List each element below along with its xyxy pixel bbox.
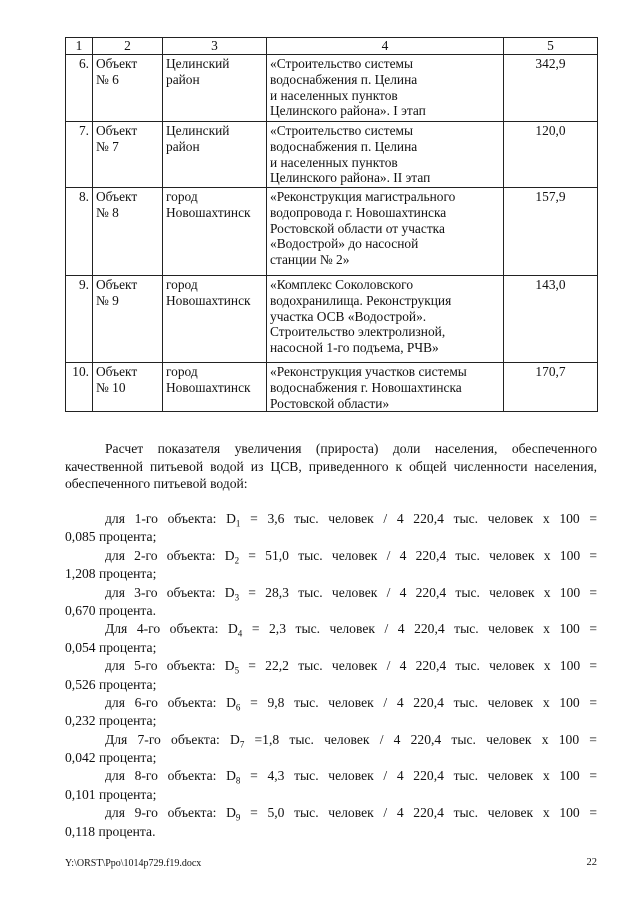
- calc-end-eq: =: [589, 768, 597, 784]
- value-cell: 120,0: [504, 122, 598, 188]
- calc-letter: D: [224, 658, 235, 674]
- calc-eq: =: [248, 584, 256, 600]
- header-cell: 3: [163, 38, 267, 55]
- calc-unit: тыс. человек: [454, 621, 534, 637]
- description-cell: [267, 122, 504, 188]
- calc-end-eq: =: [589, 621, 597, 637]
- calc-value: 3,6: [267, 511, 285, 526]
- cell-line: «Комплекс Соколовского: [270, 277, 414, 292]
- calc-total: 4 220,4: [399, 547, 447, 563]
- calc-total: 4 220,4: [397, 621, 445, 637]
- description-cell: [267, 363, 504, 412]
- calc-subscript: 2: [234, 555, 240, 566]
- calc-end-eq: =: [589, 547, 597, 563]
- calc-total: 4 220,4: [399, 584, 447, 600]
- calc-slash: /: [383, 511, 388, 526]
- row-number: 8.: [66, 188, 93, 276]
- calc-unit: тыс. человек: [455, 584, 535, 600]
- description-cell: [267, 276, 504, 363]
- calc-times: х: [543, 621, 550, 637]
- calc-letter: D: [227, 621, 238, 637]
- calc-total: 4 220,4: [396, 805, 444, 821]
- calc-prefix: для 6-го объекта:: [105, 694, 217, 710]
- calc-times: х: [542, 768, 550, 784]
- calc-variable: [226, 694, 241, 713]
- calc-total: 4 220,4: [399, 658, 447, 674]
- page-number: 22: [586, 857, 597, 868]
- location-cell: [163, 55, 267, 122]
- calc-eq: =: [250, 768, 258, 784]
- calc-unit: тыс. человек: [294, 768, 374, 784]
- calc-letter: D: [226, 511, 236, 526]
- calc-hundred: 100: [559, 805, 580, 821]
- value-cell: 157,9: [504, 188, 598, 276]
- calculation-line: [65, 510, 597, 528]
- calc-eq: =1,8: [254, 731, 280, 747]
- cell-line: «Водострой» до насосной: [270, 236, 419, 252]
- calc-subscript: 6: [235, 702, 241, 713]
- calculation-result: 0,118 процента.: [65, 823, 156, 839]
- calc-times: х: [543, 658, 551, 674]
- calc-prefix: Для 4-го объекта:: [105, 621, 219, 637]
- cell-line: участка ОСВ «Водострой».: [270, 308, 427, 324]
- calc-end-eq: =: [589, 805, 597, 821]
- calculation-result: 0,670 процента.: [65, 602, 156, 618]
- calc-slash: /: [384, 621, 389, 637]
- calc-hundred: 100: [559, 768, 580, 784]
- calc-eq: =: [250, 694, 258, 710]
- calc-slash: /: [379, 731, 384, 747]
- table-header-row: [66, 38, 598, 55]
- calc-prefix: для 2-го объекта:: [105, 547, 216, 563]
- calc-times: х: [542, 805, 550, 821]
- calc-slash: /: [386, 547, 391, 563]
- calculation-list: [65, 510, 597, 841]
- calc-total: 4 220,4: [393, 731, 442, 747]
- calc-value: 22,2: [265, 658, 289, 674]
- cell-line: Объект: [96, 56, 138, 71]
- object-cell: [93, 363, 163, 412]
- calc-variable: [226, 805, 241, 823]
- calc-subscript: 3: [234, 592, 240, 602]
- cell-line: город: [166, 277, 198, 292]
- calc-value: 4,3: [267, 768, 285, 784]
- calc-hundred: 100: [559, 584, 581, 600]
- calc-end-eq: =: [589, 694, 597, 710]
- calc-hundred: 100: [558, 731, 580, 747]
- cell-line: водопровода г. Новошахтинска: [270, 204, 447, 220]
- calc-total: 4 220,4: [396, 768, 444, 784]
- cell-line: город: [166, 189, 198, 204]
- calculation-line: [65, 767, 597, 785]
- description-cell: [267, 188, 504, 276]
- calc-prefix: для 9-го объекта:: [105, 805, 217, 821]
- calculation-result: 0,042 процента;: [65, 750, 157, 766]
- table-row: [66, 276, 598, 363]
- calc-times: х: [543, 547, 551, 563]
- cell-line: и населенных пунктов: [270, 154, 398, 170]
- calc-prefix: для 5-го объекта:: [105, 658, 216, 674]
- cell-line: № 10: [96, 379, 126, 395]
- footer-file-path: Y:\ORST\Ppo\1014p729.f19.docx: [65, 858, 202, 869]
- header-cell: 1: [66, 38, 93, 55]
- row-number: 6.: [66, 55, 93, 122]
- calc-variable: [226, 511, 241, 529]
- calc-variable: [230, 731, 245, 750]
- cell-line: Новошахтинск: [166, 379, 251, 395]
- cell-line: водоснабжения п. Целина: [270, 138, 418, 154]
- cell-line: Целинский: [166, 56, 230, 71]
- calc-unit: тыс. человек: [455, 547, 535, 563]
- location-cell: [163, 122, 267, 188]
- row-number: 7.: [66, 122, 93, 188]
- calc-variable: [225, 585, 239, 600]
- header-cell: 2: [93, 38, 163, 55]
- calculation-line: [65, 547, 597, 565]
- calculation-line: [65, 620, 597, 638]
- cell-line: «Строительство системы: [270, 123, 413, 138]
- cell-line: станции № 2»: [270, 252, 350, 268]
- cell-line: Объект: [96, 123, 138, 138]
- calc-times: х: [542, 511, 550, 526]
- table-row: [66, 188, 598, 276]
- cell-line: Объект: [96, 189, 138, 204]
- cell-line: Целинского района». II этап: [270, 170, 431, 186]
- value-cell: 143,0: [504, 276, 598, 363]
- calc-total: 4 220,4: [396, 694, 444, 710]
- calc-unit: тыс. человек: [455, 658, 535, 674]
- calc-hundred: 100: [559, 511, 580, 526]
- calc-value: 9,8: [267, 694, 285, 710]
- cell-line: Строительство электролизной,: [270, 324, 446, 340]
- cell-line: Объект: [96, 277, 138, 292]
- calc-unit: тыс. человек: [294, 694, 374, 710]
- calculation-result: 0,085 процента;: [65, 529, 157, 545]
- calc-value: 5,0: [267, 805, 285, 821]
- calc-hundred: 100: [559, 621, 580, 637]
- cell-line: № 9: [96, 292, 119, 308]
- calc-slash: /: [386, 584, 391, 600]
- calc-unit: тыс. человек: [453, 805, 534, 821]
- calc-prefix: для 8-го объекта:: [105, 768, 217, 784]
- calc-times: х: [542, 694, 550, 710]
- cell-line: № 8: [96, 204, 119, 220]
- calc-variable: [227, 621, 243, 639]
- calc-letter: D: [226, 768, 236, 784]
- calculation-result: 0,101 процента;: [65, 786, 157, 802]
- location-cell: [163, 276, 267, 363]
- calc-prefix: Для 7-го объекта:: [105, 731, 220, 747]
- calc-subscript: 1: [235, 518, 241, 529]
- calc-eq: =: [250, 511, 258, 526]
- calc-slash: /: [386, 658, 391, 674]
- calc-hundred: 100: [559, 547, 581, 563]
- calc-prefix: для 3-го объекта:: [105, 584, 216, 600]
- cell-line: № 6: [96, 71, 119, 87]
- value-cell: 342,9: [504, 55, 598, 122]
- calculation-line: [65, 584, 597, 602]
- calc-eq: =: [250, 805, 258, 821]
- calc-slash: /: [383, 805, 388, 821]
- object-cell: [93, 55, 163, 122]
- calc-subscript: 9: [235, 812, 241, 823]
- cell-line: район: [166, 71, 200, 87]
- cell-line: водоснабжения г. Новошахтинска: [270, 379, 462, 395]
- calc-letter: D: [224, 547, 235, 563]
- calc-letter: D: [226, 694, 236, 710]
- cell-line: Новошахтинск: [166, 204, 251, 220]
- cell-line: Целинский: [166, 123, 230, 138]
- location-cell: [163, 363, 267, 412]
- cell-line: Новошахтинск: [166, 292, 251, 308]
- calc-times: х: [541, 731, 549, 747]
- objects-table: [65, 37, 598, 412]
- calc-prefix: для 1-го объекта:: [105, 511, 217, 526]
- calc-eq: =: [248, 658, 256, 674]
- table-row: [66, 122, 598, 188]
- calc-subscript: 5: [234, 665, 240, 676]
- cell-line: и населенных пунктов: [270, 87, 398, 103]
- calculation-line: [65, 694, 597, 712]
- calculation-line: [65, 804, 597, 822]
- calc-unit: тыс. человек: [453, 768, 534, 784]
- cell-line: город: [166, 364, 198, 379]
- calc-letter: D: [226, 805, 236, 821]
- cell-line: насосной 1-го подъема, РЧВ»: [270, 340, 439, 356]
- calc-unit: тыс. человек: [298, 658, 378, 674]
- calculation-result: 0,054 процента;: [65, 639, 157, 655]
- calc-value: 2,3: [269, 621, 286, 637]
- calc-variable: [224, 658, 240, 676]
- calc-variable: [224, 547, 240, 566]
- table-row: [66, 55, 598, 122]
- table-row: [66, 363, 598, 412]
- cell-line: водоснабжения п. Целина: [270, 71, 418, 87]
- object-cell: [93, 188, 163, 276]
- description-cell: [267, 55, 504, 122]
- cell-line: Целинского района». I этап: [270, 103, 426, 119]
- cell-line: Ростовской области от участка: [270, 220, 445, 236]
- calc-times: х: [543, 584, 551, 600]
- calc-unit: тыс. человек: [294, 511, 374, 526]
- calc-unit: тыс. человек: [295, 621, 375, 637]
- calc-end-eq: =: [589, 584, 597, 600]
- calc-letter: D: [230, 731, 240, 747]
- calc-value: 28,3: [265, 584, 289, 600]
- cell-line: Объект: [96, 364, 138, 379]
- cell-line: район: [166, 138, 200, 154]
- cell-line: «Реконструкция участков системы: [270, 364, 467, 379]
- calc-subscript: 4: [237, 629, 243, 639]
- calc-letter: D: [224, 584, 235, 600]
- location-cell: [163, 188, 267, 276]
- calculation-line: [65, 731, 597, 749]
- object-cell: [93, 122, 163, 188]
- calc-variable: [226, 768, 241, 786]
- calc-subscript: 8: [235, 776, 241, 786]
- calc-end-eq: =: [589, 731, 597, 747]
- calc-subscript: 7: [239, 739, 245, 750]
- row-number: 10.: [66, 363, 93, 412]
- cell-line: Ростовской области»: [270, 395, 390, 411]
- calc-unit: тыс. человек: [298, 584, 378, 600]
- calc-hundred: 100: [559, 658, 581, 674]
- row-number: 9.: [66, 276, 93, 363]
- calc-unit: тыс. человек: [453, 511, 534, 526]
- calc-unit: тыс. человек: [453, 694, 534, 710]
- calc-end-eq: =: [589, 511, 597, 526]
- calc-end-eq: =: [589, 658, 597, 674]
- calc-slash: /: [383, 694, 388, 710]
- calc-unit: тыс. человек: [294, 805, 374, 821]
- calculation-result: 1,208 процента;: [65, 566, 157, 582]
- calc-unit: тыс. человек: [298, 547, 378, 563]
- calc-total: 4 220,4: [396, 511, 444, 526]
- calc-eq: =: [251, 621, 260, 637]
- cell-line: «Реконструкция магистрального: [270, 189, 456, 204]
- header-cell: 5: [504, 38, 598, 55]
- cell-line: № 7: [96, 138, 119, 154]
- calc-unit: тыс. человек: [451, 731, 532, 747]
- intro-paragraph: Расчет показателя увеличения (прироста) доли населения, обеспеченного качественной питьевой водой из ЦСВ, приведенного к общей численности населения, обеспеченного питьевой водой:: [65, 441, 597, 492]
- calculation-result: 0,526 процента;: [65, 676, 157, 692]
- cell-line: «Строительство системы: [270, 56, 413, 71]
- calc-slash: /: [383, 768, 388, 784]
- cell-line: водохранилища. Реконструкция: [270, 292, 452, 308]
- calc-value: 51,0: [265, 547, 289, 563]
- calc-eq: =: [248, 547, 256, 563]
- calc-hundred: 100: [559, 694, 580, 710]
- calculation-result: 0,232 процента;: [65, 713, 157, 729]
- object-cell: [93, 276, 163, 363]
- header-cell: 4: [267, 38, 504, 55]
- value-cell: 170,7: [504, 363, 598, 412]
- calc-unit: тыс. человек: [289, 731, 370, 747]
- calculation-line: [65, 657, 597, 675]
